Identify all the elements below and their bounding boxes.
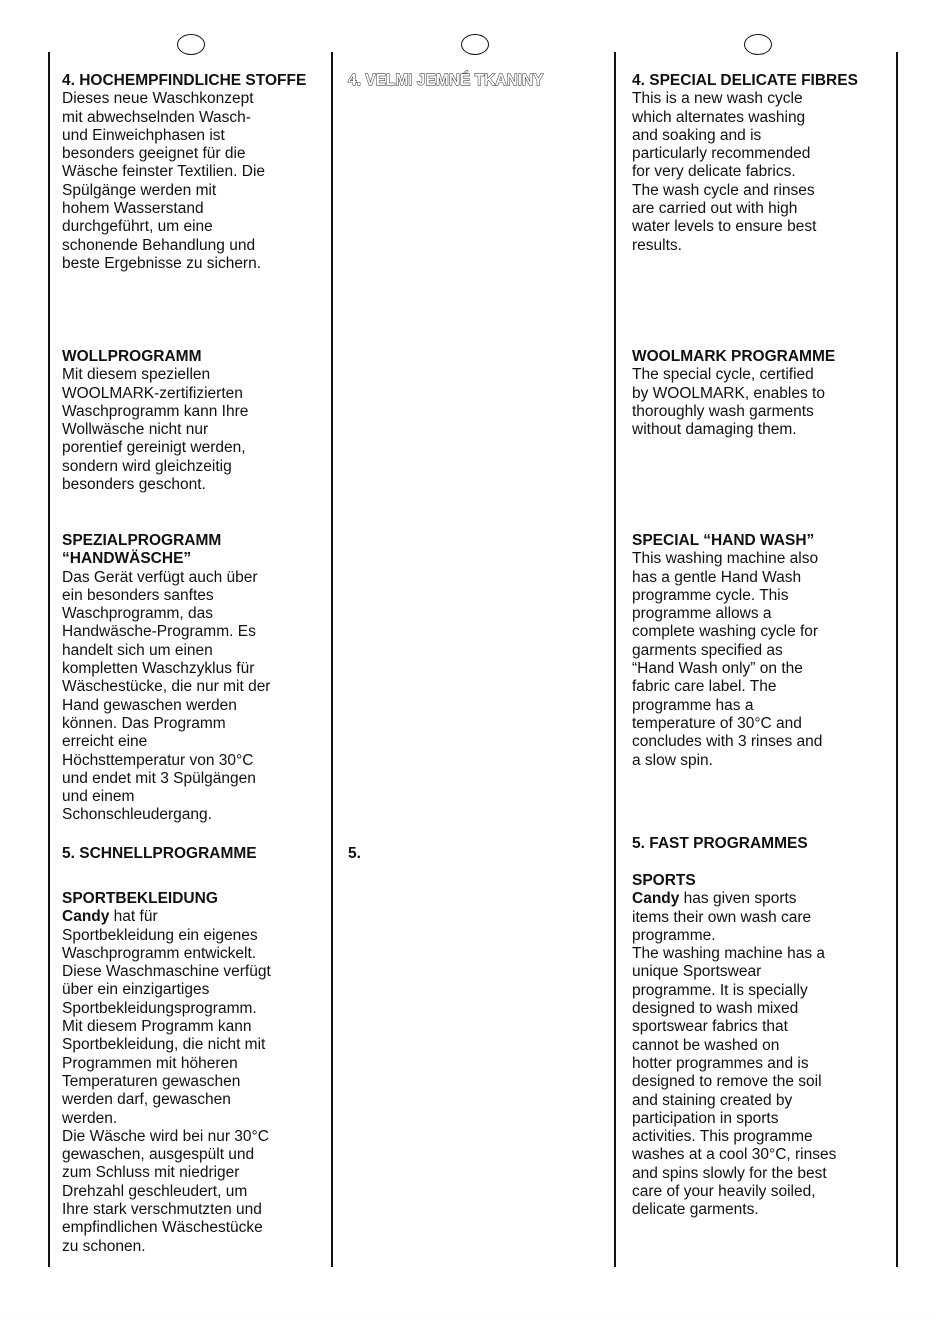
text-line: können. Das Programm [62,714,226,732]
text-line: programme. It is specially [632,981,808,999]
text-line: Mit diesem Programm kann [62,1018,252,1036]
text-line: durchgeführt, um eine [62,218,213,236]
section-heading: WOOLMARK PROGRAMME [632,348,836,365]
text-line: This washing machine also [632,550,819,568]
text-line: Das Gerät verfügt auch über [62,568,258,586]
text-line: programme cycle. This [632,586,789,604]
section-fast-en [632,835,894,853]
text-line: fabric care label. The [632,678,777,696]
text-line: Diese Waschmaschine verfügt [62,963,271,981]
text-line: a slow spin. [632,751,713,769]
text-line: programme allows a [632,605,772,623]
text-line: Die Wäsche wird bei nur 30°C [62,1127,269,1145]
text-line: handelt sich um einen [62,641,213,659]
text-line: participation in sports [632,1109,779,1127]
text-fragment: has given sports [679,890,797,908]
text-line: Waschprogramm entwickelt. [62,944,257,962]
column-rule-left [48,52,50,1267]
text-line: empfindlichen Wäschestücke [62,1219,263,1237]
heading-line: SPEZIALPROGRAMM [62,532,222,549]
text-line: thoroughly wash garments [632,402,814,420]
text-line: schonende Behandlung und [62,236,256,254]
section-heading: 4. SPECIAL DELICATE FIBRES [632,72,858,89]
text-line [62,908,324,926]
section-body [62,366,324,494]
text-line: washes at a cool 30°C, rinses [632,1146,837,1164]
text-line: hohem Wasserstand [62,200,204,218]
text-line: The special cycle, certified [632,366,814,384]
section-heading: SPORTS [632,872,696,889]
section-body [632,890,894,1219]
brand-name: Candy [632,890,680,908]
text-line: kompletten Waschzyklus für [62,660,255,678]
language-marker-czech [461,34,489,55]
text-line [632,890,894,908]
section-delicate-cz [348,72,610,90]
text-line: cannot be washed on [632,1036,780,1054]
text-line: Spülgänge werden mit [62,181,217,199]
text-line: designed to wash mixed [632,1000,799,1018]
text-line: Wollwäsche nicht nur [62,421,209,439]
column-rule-right [896,52,898,1267]
section-wool-en [632,348,894,439]
section-handwash-de [62,532,324,825]
section-body [632,90,894,255]
text-line: und Einweichphasen ist [62,126,225,144]
text-line: water levels to ensure best [632,218,817,236]
text-line: and staining created by [632,1091,793,1109]
text-line: ein besonders sanftes [62,586,214,604]
text-line: Programmen mit höheren [62,1054,238,1072]
section-heading: SPORTBEKLEIDUNG [62,890,218,907]
text-line: particularly recommended [632,145,811,163]
text-line: The washing machine has a [632,945,826,963]
section-sports-de [62,890,324,1256]
column-rule-mid-right [614,52,616,1267]
text-line: Wäsche feinster Textilien. Die [62,163,266,181]
text-line: are carried out with high [632,200,798,218]
text-line: Sportbekleidung ein eigenes [62,926,258,944]
text-line: results. [632,236,682,254]
section-handwash-en [632,532,894,770]
text-line: gewaschen, ausgespült und [62,1146,255,1164]
text-line: Mit diesem speziellen [62,366,211,384]
text-line: Waschprogramm, das [62,605,214,623]
section-heading: 4. HOCHEMPFINDLICHE STOFFE [62,72,307,89]
text-line: beste Ergebnisse zu sichern. [62,254,262,272]
text-line: Temperaturen gewaschen [62,1072,241,1090]
section-fast-cz [348,845,610,863]
text-line: über ein einzigartiges [62,981,210,999]
text-line: temperature of 30°C and [632,714,802,732]
text-line: Handwäsche-Programm. Es [62,623,256,641]
text-line: und endet mit 3 Spülgängen [62,769,256,787]
text-line: Schonschleudergang. [62,806,212,824]
text-line: by WOOLMARK, enables to [632,384,825,402]
section-delicate-de [62,72,324,273]
section-heading: 5. [348,845,361,862]
page-bottom-dotted-edge [0,1316,937,1318]
text-line: “Hand Wash only” on the [632,660,803,678]
section-body [62,569,324,825]
text-line: which alternates washing [632,108,806,126]
text-line: und einem [62,788,135,806]
section-body [62,908,324,1256]
section-wool-de [62,348,324,494]
text-line: designed to remove the soil [632,1073,822,1091]
text-line: Waschprogramm kann Ihre [62,402,249,420]
text-line: zu schonen. [62,1237,146,1255]
text-line: werden darf, gewaschen [62,1091,231,1109]
text-line: complete washing cycle for [632,623,819,641]
text-line: care of your heavily soiled, [632,1183,816,1201]
text-line: werden. [62,1109,118,1127]
section-heading: 4. VELMI JEMNÉ TKANINY [348,72,544,89]
text-fragment: hat für [109,908,158,926]
text-line: without damaging them. [632,421,797,439]
section-body [632,550,894,770]
text-line: items their own wash care [632,908,812,926]
section-body [62,90,324,273]
text-line: Dieses neue Waschkonzept [62,90,254,108]
section-heading: 5. SCHNELLPROGRAMME [62,845,257,862]
text-line: This is a new wash cycle [632,90,803,108]
section-heading: 5. FAST PROGRAMMES [632,835,808,852]
text-line: besonders geschont. [62,476,206,494]
section-body [632,366,894,439]
heading-line: “HANDWÄSCHE” [62,550,192,568]
text-line: Sportbekleidungsprogramm. [62,999,257,1017]
text-line: and soaking and is [632,126,762,144]
text-line: Ihre stark verschmutzten und [62,1201,262,1219]
text-line: besonders geeignet für die [62,145,246,163]
text-line: Wäschestücke, die nur mit der [62,678,271,696]
text-line: and spins slowly for the best [632,1164,827,1182]
text-line: activities. This programme [632,1128,813,1146]
text-line: for very delicate fabrics. [632,163,796,181]
language-marker-english [744,34,772,55]
text-line: hotter programmes and is [632,1054,809,1072]
text-line: garments specified as [632,641,783,659]
text-line: erreicht eine [62,733,148,751]
text-line: has a gentle Hand Wash [632,568,802,586]
section-delicate-en [632,72,894,255]
text-line: Hand gewaschen werden [62,696,237,714]
text-line: WOOLMARK-zertifizierten [62,384,243,402]
language-marker-german [177,34,205,55]
text-line: porentief gereinigt werden, [62,439,246,457]
text-line: mit abwechselnden Wasch- [62,108,251,126]
section-fast-de [62,845,324,863]
column-rule-mid-left [331,52,333,1267]
text-line: Höchsttemperatur von 30°C [62,751,254,769]
text-line: programme. [632,926,716,944]
text-line: programme has a [632,696,754,714]
section-heading: SPECIAL “HAND WASH” [632,532,815,549]
text-line: unique Sportswear [632,963,762,981]
section-heading [62,532,324,569]
text-line: delicate garments. [632,1201,759,1219]
text-line: Sportbekleidung, die nicht mit [62,1036,266,1054]
section-heading: WOLLPROGRAMM [62,348,202,365]
text-line: zum Schluss mit niedriger [62,1164,240,1182]
text-line: The wash cycle and rinses [632,181,815,199]
text-line: sondern wird gleichzeitig [62,457,232,475]
text-line: Drehzahl geschleudert, um [62,1182,248,1200]
text-line: sportswear fabrics that [632,1018,788,1036]
text-line: concludes with 3 rinses and [632,733,823,751]
brand-name: Candy [62,908,110,926]
section-sports-en [632,872,894,1220]
